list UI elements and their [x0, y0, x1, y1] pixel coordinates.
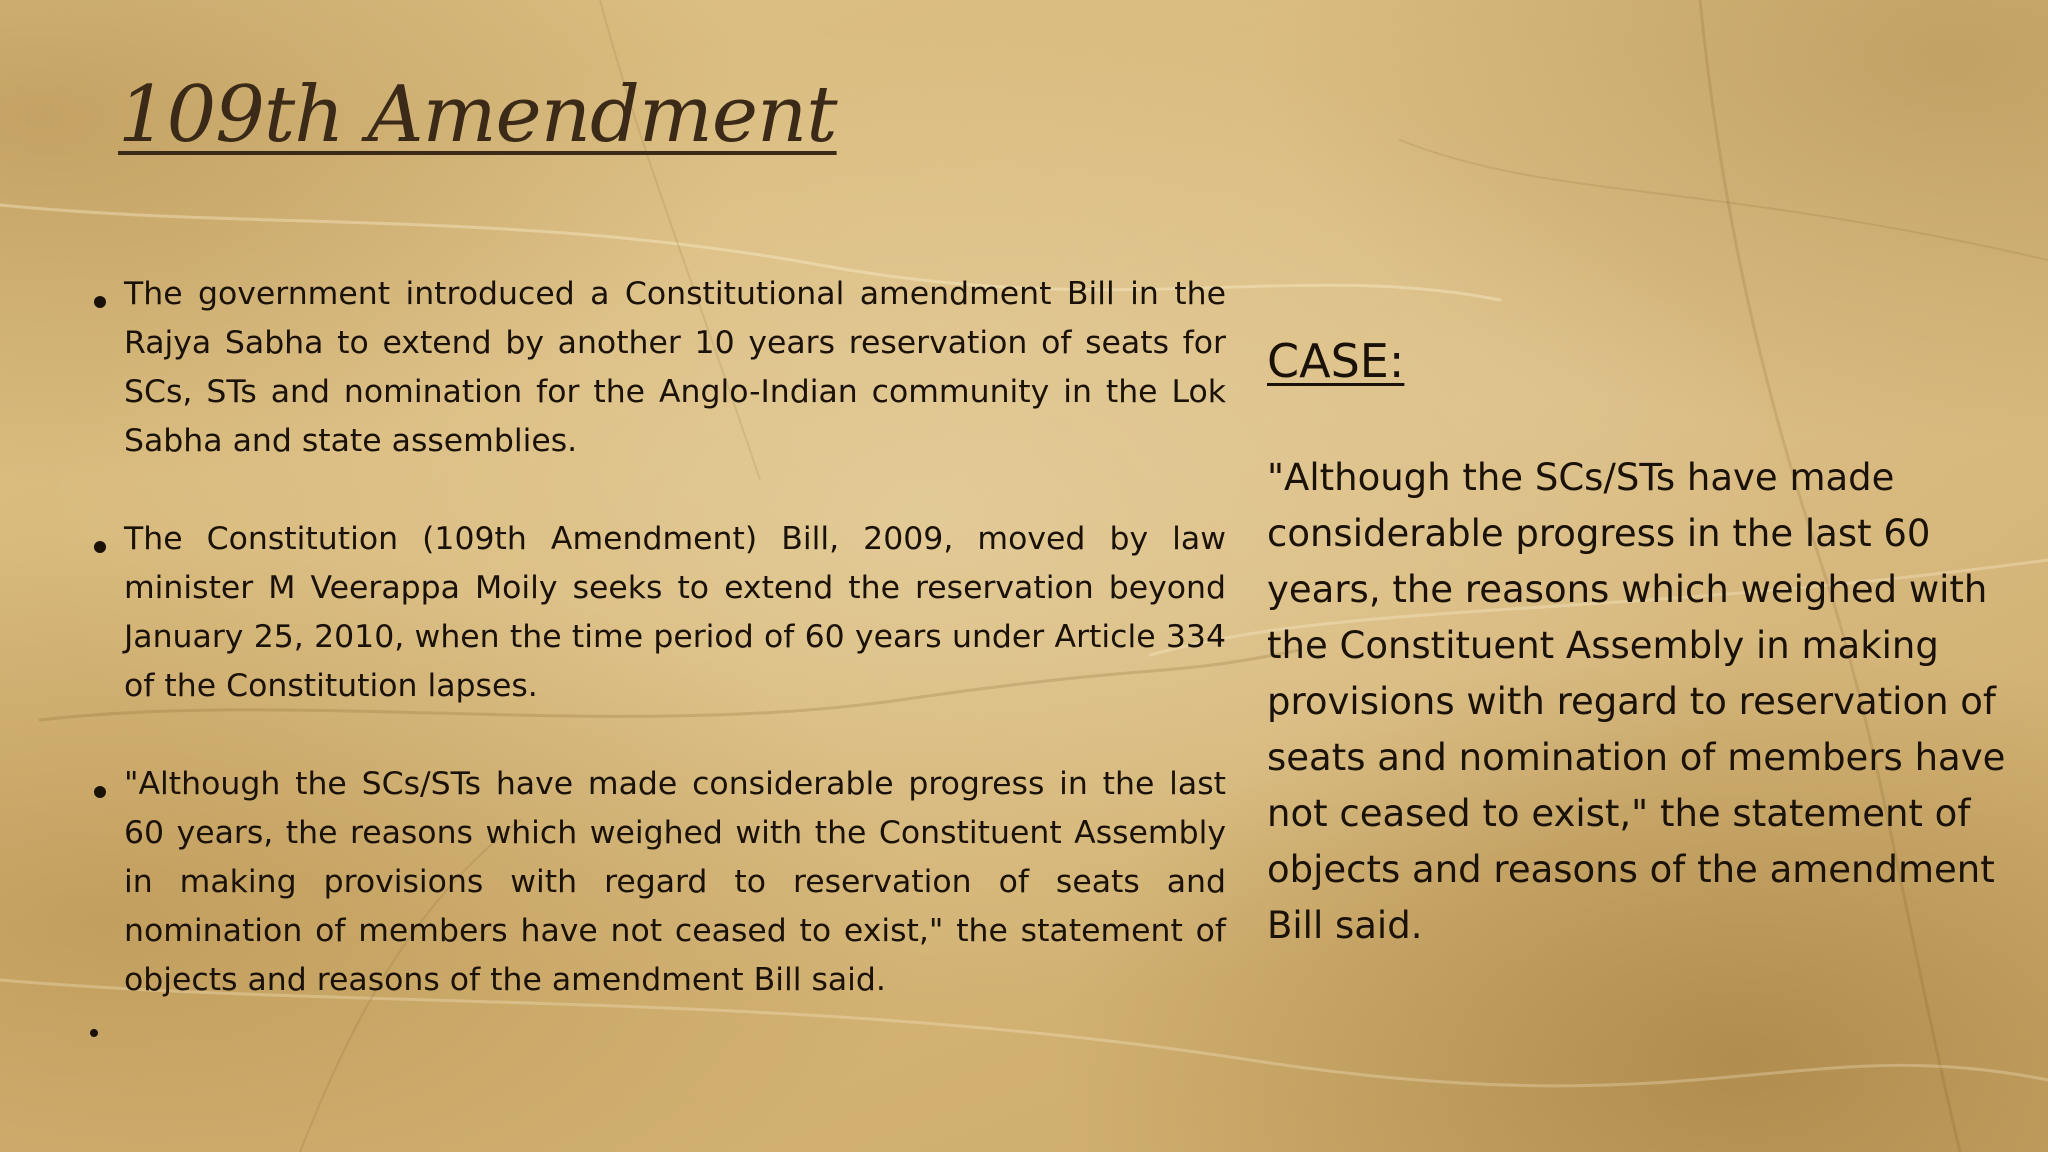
empty-bullet-dot-icon [90, 1029, 98, 1037]
slide-title: 109th Amendment [118, 70, 837, 160]
bullet-dot-icon [94, 541, 106, 553]
bullet-text: The government introduced a Constitutional amendment Bill in the Rajya Sabha to extend by another 10 years reservation of seats for SCs, STs and nomination for the Anglo-Indian community in the Lok Sabha and state assemblies. [124, 276, 1226, 459]
case-quote-text: "Although the SCs/STs have made considerable progress in the last 60 years, the reasons which weighed with the Constituent Assembly in making provisions with regard to reservation of seats and nomination of members have not ceased to exist," the statement of objects and reasons of the amendment Bill said. [1267, 456, 2006, 947]
bullet-list [86, 270, 1226, 1054]
bullet-item [86, 270, 1226, 466]
bullet-dot-icon [94, 786, 106, 798]
bullet-dot-icon [94, 296, 106, 308]
bullet-item [86, 760, 1226, 1005]
bullet-item [86, 515, 1226, 711]
bullet-text: The Constitution (109th Amendment) Bill, 2009, moved by law minister M Veerappa Moily seeks to extend the reservation beyond January 25, 2010, when the time period of 60 years under Article 334 of the Constitution lapses. [124, 521, 1226, 704]
bullet-text: "Although the SCs/STs have made considerable progress in the last 60 years, the reasons which weighed with the Constituent Assembly in making provisions with regard to reservation of seats and nomination of members have not ceased to exist," the statement of objects and reasons of the amendment Bill said. [124, 766, 1226, 998]
case-heading: CASE: [1267, 334, 1405, 388]
